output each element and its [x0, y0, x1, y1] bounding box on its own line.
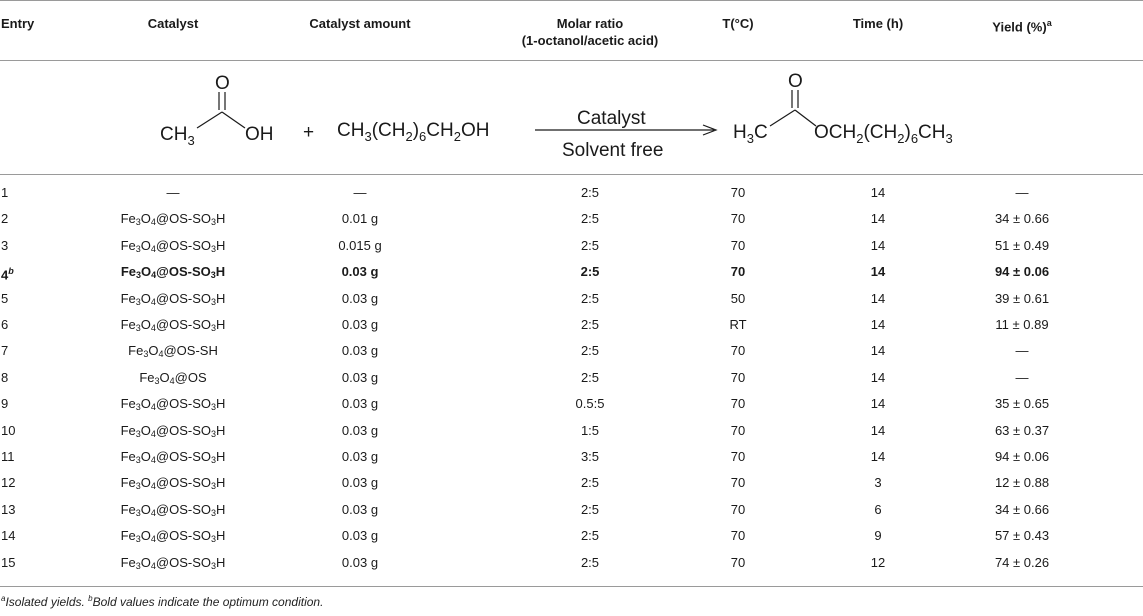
formula-part: O — [159, 369, 170, 385]
molar-ratio-cell: 2:5 — [580, 528, 600, 544]
yield-cell: 57 ± 0.43 — [994, 528, 1050, 544]
formula-part: Fe — [139, 369, 155, 385]
formula-part: Fe — [120, 264, 137, 280]
entry-number: 14 — [1, 528, 16, 544]
catalyst-cell — [60, 472, 286, 493]
entry-cell — [1, 182, 61, 203]
catalyst-amount-cell: 0.03 g — [341, 343, 379, 359]
time-cell: 14 — [870, 290, 886, 306]
time-cell: 14 — [870, 237, 886, 253]
entry-number: 7 — [1, 343, 9, 359]
subscript: 4 — [150, 402, 156, 413]
formula-part: Fe — [128, 343, 144, 359]
subscript: 4 — [169, 375, 175, 386]
formula-part: O — [140, 237, 151, 253]
molar-ratio-cell: 3:5 — [580, 449, 600, 464]
header-catalyst: Catalyst — [147, 16, 199, 31]
footnote-b-mark: b — [88, 594, 93, 603]
entry-cell — [1, 288, 61, 309]
table-row — [0, 182, 1143, 203]
molar-ratio-cell: 2:5 — [580, 237, 600, 253]
entry-number: 3 — [1, 237, 9, 253]
subscript: 3 — [135, 481, 141, 492]
formula-part: H — [216, 422, 226, 438]
product-bond-left — [770, 110, 795, 126]
catalyst-amount-cell: 0.03 g — [341, 501, 379, 517]
subscript: 3 — [211, 481, 217, 492]
formula-part: @OS-SO — [155, 317, 211, 332]
catalyst-amount-cell: 0.03 g — [341, 290, 379, 306]
subscript: 4 — [150, 560, 156, 571]
molar-ratio-cell: 2:5 — [580, 211, 600, 227]
entry-number: 9 — [1, 396, 9, 412]
catalyst-cell — [60, 261, 286, 282]
subscript: 3 — [211, 534, 217, 545]
subscript: 3 — [135, 428, 141, 439]
subscript: 4 — [150, 323, 156, 333]
temperature-cell: 70 — [730, 396, 746, 412]
catalyst-amount-cell: 0.03 g — [341, 317, 379, 332]
subscript: 3 — [211, 428, 217, 439]
temperature-cell: 70 — [730, 343, 746, 359]
formula-part: @OS-SO — [155, 211, 211, 227]
yield-cell: 12 ± 0.88 — [994, 475, 1050, 491]
time-cell: 14 — [870, 396, 886, 412]
time-cell: 3 — [874, 475, 882, 491]
subscript: 4 — [150, 534, 156, 545]
yield-cell: 63 ± 0.37 — [994, 422, 1050, 438]
formula-part: O — [140, 501, 151, 517]
yield-cell: 94 ± 0.06 — [994, 449, 1050, 464]
formula-part: Fe — [120, 554, 136, 570]
formula-part: O — [140, 422, 151, 438]
table-row — [0, 208, 1143, 229]
time-cell: 9 — [874, 528, 882, 544]
subscript: 3 — [210, 270, 216, 281]
table-row — [0, 420, 1143, 441]
catalyst-cell — [60, 235, 286, 256]
subscript: 3 — [135, 455, 141, 465]
catalyst-cell — [60, 288, 286, 309]
acid-bond-right — [222, 112, 245, 128]
formula-part: @OS-SO — [155, 449, 211, 464]
formula-part: O — [140, 317, 151, 332]
catalyst-cell — [60, 393, 286, 414]
subscript: 3 — [135, 296, 141, 307]
temperature-cell: RT — [729, 317, 747, 332]
time-cell: 14 — [870, 317, 886, 332]
subscript: 3 — [211, 296, 217, 307]
product-h3c: $H_3C$ — [733, 122, 768, 146]
header-molar-ratio-line1: Molar ratio — [556, 16, 624, 31]
entry-cell — [1, 235, 61, 256]
table-row — [0, 261, 1143, 282]
footnote-a-mark: a — [1, 594, 6, 603]
molar-ratio-cell: 0.5:5 — [575, 396, 605, 412]
yield-cell: 34 ± 0.66 — [994, 501, 1050, 517]
octanol-formula: $CH_3(CH_2)_6CH_2OH$ — [337, 120, 490, 144]
table-row — [0, 552, 1143, 573]
temperature-cell: 70 — [730, 237, 746, 253]
entry-cell — [1, 393, 61, 414]
table-row — [0, 499, 1143, 520]
temperature-cell: 50 — [730, 290, 746, 306]
formula-part: @OS — [174, 369, 207, 385]
molar-ratio-cell: 2:5 — [580, 317, 600, 332]
time-cell: 14 — [870, 449, 886, 464]
temperature-cell: 70 — [730, 475, 746, 491]
catalyst-cell — [60, 552, 286, 573]
scheme-rule — [0, 174, 1143, 175]
time-cell: 14 — [870, 369, 886, 385]
temperature-cell: 70 — [730, 554, 746, 570]
catalyst-amount-cell: — — [353, 185, 367, 200]
footnote-a-text: Isolated yields. — [5, 595, 89, 609]
temperature-cell: 70 — [730, 449, 746, 464]
table-row — [0, 393, 1143, 414]
formula-part: Fe — [120, 211, 136, 227]
entry-cell — [1, 552, 61, 573]
yield-cell: 34 ± 0.66 — [994, 211, 1050, 227]
formula-part: H — [216, 528, 226, 544]
formula-part: O — [140, 290, 151, 306]
entry-number: 15 — [1, 554, 16, 570]
formula-part: Fe — [120, 290, 136, 306]
entry-footnote-mark: b — [8, 266, 14, 277]
table-footnote — [1, 594, 323, 609]
molar-ratio-cell: 2:5 — [580, 501, 600, 517]
catalyst-amount-cell: 0.015 g — [338, 237, 382, 253]
molar-ratio-cell: 2:5 — [580, 343, 600, 359]
formula-part: @OS-SO — [155, 554, 211, 570]
formula-part: @OS-SO — [155, 290, 211, 306]
subscript: 4 — [150, 507, 156, 518]
formula-part: O — [140, 449, 151, 464]
formula-part: — — [166, 185, 180, 200]
entry-number: 2 — [1, 211, 9, 227]
formula-part: @OS-SH — [163, 343, 218, 359]
table-row — [0, 314, 1143, 335]
subscript: 3 — [135, 243, 141, 254]
formula-part: O — [140, 554, 151, 570]
formula-part: Fe — [120, 449, 136, 464]
subscript: 3 — [136, 270, 142, 281]
subscript: 3 — [135, 323, 141, 333]
catalyst-cell — [60, 525, 286, 546]
formula-part: Fe — [120, 396, 136, 412]
subscript: 3 — [211, 560, 217, 571]
formula-part: @OS-SO — [156, 264, 211, 280]
molar-ratio-cell: 2:5 — [580, 290, 600, 306]
product-carbonyl-o: O — [788, 71, 803, 92]
table-bottom-rule — [0, 586, 1143, 587]
formula-part: H — [215, 264, 226, 280]
entry-cell — [1, 499, 61, 520]
subscript: 4 — [150, 243, 156, 254]
temperature-cell: 70 — [730, 528, 746, 544]
subscript: 4 — [150, 296, 156, 307]
formula-part: H — [216, 501, 226, 517]
table-row — [0, 340, 1143, 361]
acid-ch3: $CH_3$ — [160, 124, 195, 148]
subscript: 3 — [154, 375, 160, 386]
entry-number: 13 — [1, 501, 16, 517]
catalyst-amount-cell: 0.03 g — [341, 528, 379, 544]
table-row — [0, 367, 1143, 388]
subscript: 3 — [211, 243, 217, 254]
molar-ratio-cell: 2:5 — [580, 475, 600, 491]
formula-part: @OS-SO — [155, 528, 211, 544]
molar-ratio-cell: 1:5 — [580, 422, 600, 438]
header-molar-ratio-line2: (1-octanol/acetic acid) — [521, 33, 659, 48]
entry-cell — [1, 208, 61, 229]
entry-cell — [1, 420, 61, 441]
yield-cell: 94 ± 0.06 — [994, 264, 1050, 280]
subscript: 3 — [211, 455, 217, 465]
formula-part: H — [216, 237, 226, 253]
catalyst-amount-cell: 0.03 g — [341, 369, 379, 385]
formula-part: H — [216, 396, 226, 412]
temperature-cell: 70 — [730, 264, 746, 280]
formula-part: Fe — [120, 475, 136, 491]
formula-part: H — [216, 554, 226, 570]
catalyst-amount-cell: 0.03 g — [341, 475, 379, 491]
yield-cell: 35 ± 0.65 — [994, 396, 1050, 412]
catalyst-cell — [60, 208, 286, 229]
formula-part: O — [140, 396, 151, 412]
yield-cell: — — [1015, 343, 1029, 359]
acid-bond-left — [197, 112, 222, 128]
table-row — [0, 288, 1143, 309]
formula-part: @OS-SO — [155, 475, 211, 491]
formula-part: O — [140, 211, 151, 227]
formula-part: H — [216, 211, 226, 227]
subscript: 4 — [150, 428, 156, 439]
yield-cell: 51 ± 0.49 — [994, 237, 1050, 253]
formula-part: H — [216, 290, 226, 306]
yield-cell: 39 ± 0.61 — [994, 290, 1050, 306]
temperature-cell: 70 — [730, 501, 746, 517]
subscript: 3 — [211, 323, 217, 333]
plus-sign: + — [303, 122, 315, 143]
temperature-cell: 70 — [730, 211, 746, 227]
time-cell: 14 — [870, 264, 886, 280]
entry-number: 5 — [1, 290, 9, 306]
formula-part: Fe — [120, 237, 136, 253]
catalyst-cell — [60, 314, 286, 335]
catalyst-cell — [60, 499, 286, 520]
time-cell: 12 — [870, 554, 886, 570]
molar-ratio-cell: 2:5 — [580, 369, 600, 385]
footnote-b-text: Bold values indicate the optimum condition. — [92, 595, 324, 609]
formula-part: O — [148, 343, 159, 359]
subscript: 4 — [151, 270, 157, 281]
subscript: 3 — [211, 402, 217, 413]
entry-cell — [1, 314, 61, 335]
formula-part: O — [141, 264, 152, 280]
subscript: 4 — [150, 217, 156, 228]
header-temperature: T(°C) — [722, 16, 754, 31]
entry-number: 11 — [1, 449, 15, 464]
catalyst-cell — [60, 367, 286, 388]
entry-number: 10 — [1, 422, 16, 438]
entry-number: 8 — [1, 369, 9, 385]
header-entry: Entry — [1, 16, 35, 31]
entry-number: 6 — [1, 317, 9, 332]
catalyst-cell — [60, 446, 286, 467]
acid-carbonyl-o: O — [215, 73, 230, 94]
temperature-cell: 70 — [730, 369, 746, 385]
catalyst-amount-cell: 0.03 g — [341, 422, 379, 438]
arrow-label-solvent-free: Solvent free — [562, 140, 664, 161]
subscript: 4 — [150, 481, 156, 492]
formula-part: H — [216, 475, 226, 491]
catalyst-cell — [60, 182, 286, 203]
subscript: 4 — [158, 349, 164, 360]
formula-part: @OS-SO — [155, 396, 211, 412]
catalyst-amount-cell: 0.01 g — [341, 211, 379, 227]
formula-part: O — [140, 475, 151, 491]
header-molar-ratio — [490, 15, 690, 49]
product-bond-right — [795, 110, 816, 126]
formula-part: H — [216, 317, 226, 332]
formula-part: @OS-SO — [155, 237, 211, 253]
table-top-rule — [0, 0, 1143, 1]
entry-cell — [1, 261, 61, 282]
time-cell: 14 — [870, 422, 886, 438]
entry-cell — [1, 446, 61, 467]
entry-number: 4 — [1, 267, 9, 283]
formula-part: Fe — [120, 317, 136, 332]
subscript: 3 — [135, 507, 141, 518]
header-yield: Yield (%)$^a$ — [992, 18, 1052, 35]
table-row — [0, 235, 1143, 256]
entry-cell — [1, 472, 61, 493]
entry-cell — [1, 340, 61, 361]
header-catalyst-amount: Catalyst amount — [309, 16, 411, 31]
header-rule — [0, 60, 1143, 61]
time-cell: 14 — [870, 185, 886, 200]
time-cell: 6 — [874, 501, 882, 517]
formula-part: @OS-SO — [155, 501, 211, 517]
catalyst-amount-cell: 0.03 g — [341, 449, 379, 464]
molar-ratio-cell: 2:5 — [580, 185, 600, 200]
reaction-scheme — [0, 70, 1143, 170]
formula-part: O — [140, 528, 151, 544]
catalyst-amount-cell: 0.03 g — [341, 264, 379, 280]
subscript: 3 — [135, 534, 141, 545]
entry-number: 12 — [1, 475, 16, 491]
molar-ratio-cell: 2:5 — [580, 264, 600, 280]
yield-cell: 11 ± 0.89 — [995, 317, 1049, 332]
formula-part: Fe — [120, 528, 136, 544]
formula-part: H — [216, 449, 226, 464]
arrow-label-catalyst: Catalyst — [577, 108, 646, 129]
entry-cell — [1, 367, 61, 388]
formula-part: Fe — [120, 422, 136, 438]
header-time: Time (h) — [852, 16, 904, 31]
subscript: 3 — [135, 560, 141, 571]
table-row — [0, 446, 1143, 467]
catalyst-cell — [60, 340, 286, 361]
subscript: 3 — [135, 217, 141, 228]
catalyst-amount-cell: 0.03 g — [341, 396, 379, 412]
entry-number: 1 — [1, 185, 9, 200]
subscript: 3 — [143, 349, 149, 360]
table-row — [0, 525, 1143, 546]
entry-cell — [1, 525, 61, 546]
temperature-cell: 70 — [730, 422, 746, 438]
subscript: 4 — [150, 455, 156, 465]
subscript: 3 — [211, 507, 217, 518]
formula-part: @OS-SO — [155, 422, 211, 438]
formula-part: Fe — [120, 501, 136, 517]
yield-cell: 74 ± 0.26 — [994, 554, 1050, 570]
temperature-cell: 70 — [730, 185, 746, 200]
acid-oh: OH — [245, 124, 274, 145]
yield-cell: — — [1015, 185, 1029, 200]
catalyst-amount-cell: 0.03 g — [341, 554, 379, 570]
catalyst-cell — [60, 420, 286, 441]
molar-ratio-cell: 2:5 — [580, 554, 600, 570]
time-cell: 14 — [870, 343, 886, 359]
product-octyl-chain: $OCH_2(CH_2)_6CH_3$ — [814, 122, 953, 146]
yield-cell: — — [1015, 369, 1029, 385]
header-yield-footnote-mark: a — [1046, 18, 1052, 28]
subscript: 3 — [211, 217, 217, 228]
table-row — [0, 472, 1143, 493]
time-cell: 14 — [870, 211, 886, 227]
subscript: 3 — [135, 402, 141, 413]
